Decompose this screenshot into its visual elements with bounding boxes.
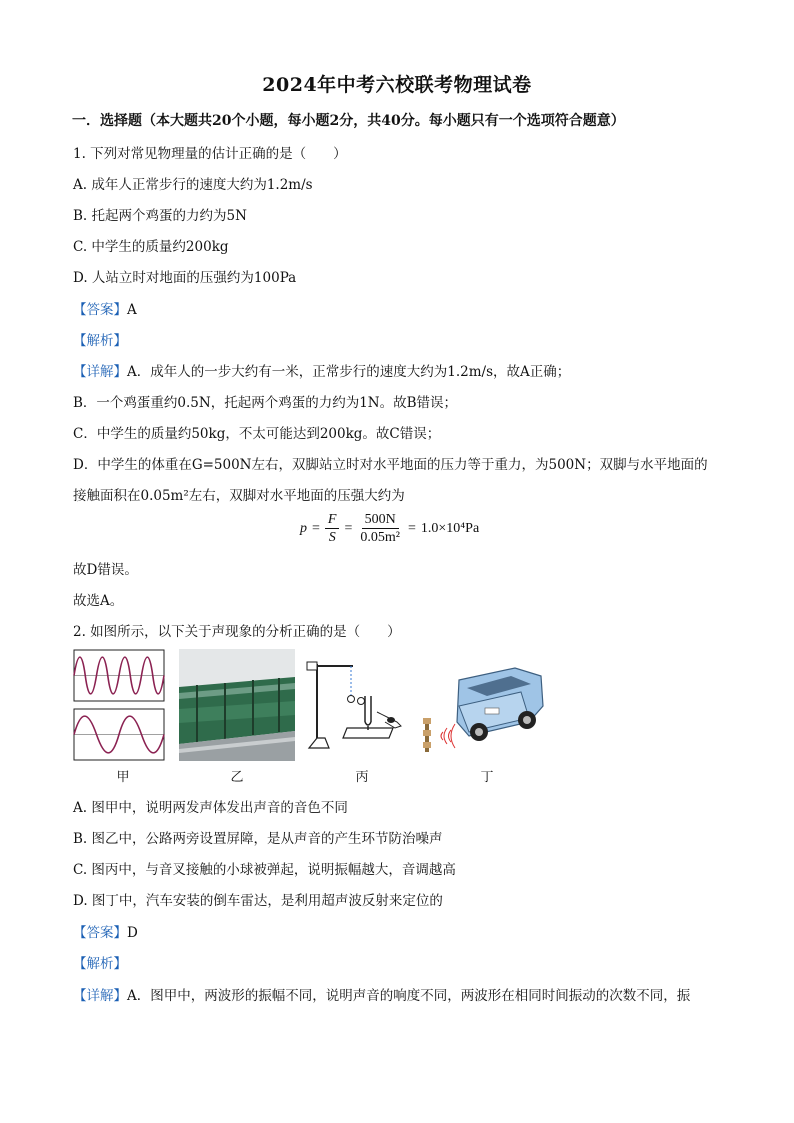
q2-detail-a — [73, 984, 690, 1004]
question-2-figures — [73, 646, 553, 786]
q1-option-a: A. 成年人正常步行的速度大约为1.2m/s — [73, 177, 313, 193]
q1-detail-d: D．中学生的体重在G=500N左右，双脚站立时对水平地面的压力等于重力，为500N；双脚与水平地面的 — [73, 457, 708, 473]
q2-option-b: B. 图乙中，公路两旁设置屏障，是从声音的产生环节防治噪声 — [73, 831, 443, 847]
answer-tag: 【答案】 — [73, 302, 127, 318]
q1-detail-b: B．一个鸡蛋重约0.5N，托起两个鸡蛋的力约为1N。故B错误； — [73, 395, 458, 411]
fraction-numeric — [357, 512, 403, 546]
q2-option-d: D. 图丁中，汽车安装的倒车雷达，是利用超声波反射来定位的 — [73, 893, 443, 909]
q2-option-a: A. 图甲中，说明两发声体发出声音的音色不同 — [73, 800, 348, 816]
q1-answer — [73, 298, 137, 318]
detail-tag: 【详解】 — [73, 988, 127, 1004]
figure-jia-waveforms — [73, 649, 165, 765]
question-2-stem: 2. 如图所示，以下关于声现象的分析正确的是（ ） — [73, 624, 401, 640]
section-heading: 一．选择题（本大题共20个小题，每小题2分，共40分。每小题只有一个选项符合题意） — [72, 113, 625, 129]
q1-after-2: 故选A。 — [73, 593, 124, 609]
detail-text: A．图甲中，两波形的振幅不同，说明声音的响度不同，两波形在相同时间振动的次数不同，振 — [127, 988, 691, 1004]
question-1-stem: 1. 下列对常见物理量的估计正确的是（ ） — [73, 146, 347, 162]
q1-option-c: C. 中学生的质量约200kg — [73, 239, 229, 255]
formula-result: 1.0×10⁴Pa — [420, 521, 480, 536]
answer-value: D — [127, 925, 138, 941]
figure-ding-reversing-radar — [419, 666, 547, 764]
q2-analysis-tag: 【解析】 — [73, 956, 127, 972]
q1-analysis-tag: 【解析】 — [73, 333, 127, 349]
caption-ding: 丁 — [480, 770, 494, 785]
q1-detail-d-cont: 接触面积在0.05m²左右，双脚对水平地面的压强大约为 — [73, 488, 405, 504]
caption-yi: 乙 — [230, 770, 244, 785]
detail-tag: 【详解】 — [73, 364, 127, 380]
formula-lhs: p — [300, 521, 307, 536]
q1-option-b: B. 托起两个鸡蛋的力约为5N — [73, 208, 247, 224]
q1-option-d: D. 人站立时对地面的压强约为100Pa — [73, 270, 297, 286]
q1-detail-c: C．中学生的质量约50kg，不太可能达到200kg。故C错误； — [73, 426, 441, 442]
caption-bing: 丙 — [355, 770, 369, 785]
q2-answer — [73, 921, 138, 941]
answer-value: A — [127, 302, 137, 318]
answer-tag: 【答案】 — [73, 925, 127, 941]
q1-detail-a — [73, 360, 570, 380]
formula-num: 500N — [362, 512, 399, 529]
detail-text: A．成年人的一步大约有一米，正常步行的速度大约为1.2m/s，故A正确； — [127, 364, 571, 380]
page-title: 2024年中考六校联考物理试卷 — [262, 74, 532, 96]
formula-den: 0.05m² — [360, 530, 400, 545]
q1-after-1: 故D错误。 — [73, 562, 138, 578]
formula-f: F — [325, 512, 340, 529]
q2-option-c: C. 图丙中，与音叉接触的小球被弹起，说明振幅越大，音调越高 — [73, 862, 456, 878]
figure-yi-noise-barrier — [179, 649, 295, 765]
pressure-formula: p = $\frac{F}{S}$ = $\frac{500N}{\text{0.05m²}}$ = 1.0×10⁴Pa — [300, 512, 480, 545]
figure-bing-tuning-fork — [305, 656, 411, 760]
fraction-symbolic — [325, 512, 340, 546]
formula-s: S — [328, 530, 336, 545]
caption-jia: 甲 — [116, 770, 130, 785]
